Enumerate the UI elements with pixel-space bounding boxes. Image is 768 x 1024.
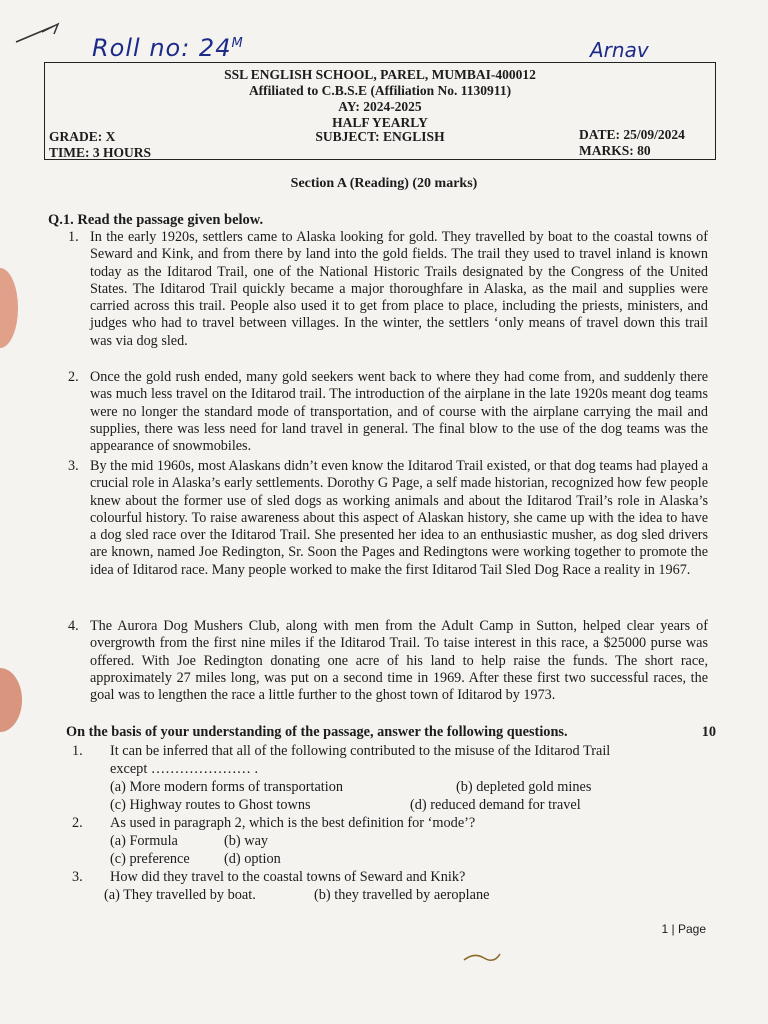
handwritten-roll-number: Roll no: $24^M$ (92, 34, 244, 62)
passage-paragraph-1: 1. In the early 1920s, settlers came to Alaska looking for gold. They travelled by boat to the coastal towns of Seward and Kink, and from there by land into the gold fields. The trail they used to travel inland is known today as the Iditarod Trail, one of the National Historic Trails designated by the Congress of the United States. The Iditarod Trail quickly became a major thoroughfare in Alaska, as the mail and supplies were carried across this trail. People also used it to get from place to place, including the priests, ministers, and judges who had to travel between villages. In the winter, the settlers ‘only means of travel down this trail was via dog sled. (68, 229, 708, 349)
question-3-text: How did they travel to the coastal towns of Seward and Knik? (110, 869, 466, 885)
question-2-option-a[interactable]: (a) Formula (110, 833, 178, 849)
question-2-option-c[interactable]: (c) preference (110, 851, 190, 867)
passage-paragraph-3: 3. By the mid 1960s, most Alaskans didn’t even know the Iditarod Trail existed, or that dog teams had played a crucial role in Alaska’s early settlements. Dorothy G Page, a self made historian, recognized how few people knew about the former use of sled dogs as working animals and about the Iditarod Trail’s role in Alaska’s colourful history. To raise awareness about this aspect of Alaskan history, she came up with the idea to have a dog sled race over the Iditarod Trail. She presented her idea to an enthusiastic musher, as dog sled drivers are known, named Joe Redington, Sr. Soon the Pages and Redingtons were working together to promote the idea of Iditarod race. Many people worked to make the first Iditarod Tail Sled Dog Race a reality in 1967. (68, 458, 708, 578)
school-name: SSL ENGLISH SCHOOL, PAREL, MUMBAI-400012 (224, 67, 536, 82)
question-1-option-c[interactable]: (c) Highway routes to Ghost towns (110, 797, 311, 813)
page-number: 1 | Page (661, 922, 706, 936)
finger-left-edge-bottom (0, 668, 22, 732)
question-2-text: As used in paragraph 2, which is the best definition for ‘mode’? (110, 815, 476, 831)
academic-year: AY: 2024-2025 (338, 99, 422, 114)
exam-header-box (44, 62, 716, 160)
grade-label: GRADE: X (49, 129, 116, 144)
question-2-option-d[interactable]: (d) option (224, 851, 281, 867)
question-1-option-b[interactable]: (b) depleted gold mines (456, 779, 592, 795)
question-1-text-cont: except ………………… . (110, 761, 259, 777)
question-2-option-b[interactable]: (b) way (224, 833, 269, 849)
question-2-number: 2. (72, 815, 83, 831)
handwritten-student-name: Arnav (590, 38, 649, 62)
section-title: Section A (Reading) (20 marks) (290, 176, 478, 191)
time-label: TIME: 3 HOURS (49, 145, 152, 160)
question-1-option-d[interactable]: (d) reduced demand for travel (410, 797, 581, 813)
instruction-marks: 10 (701, 724, 716, 740)
marks-label: MARKS: 80 (579, 143, 651, 158)
date-label: DATE: 25/09/2024 (579, 127, 685, 142)
question-heading: Q.1. Read the passage given below. (48, 212, 264, 228)
pen-scribble-mark (14, 22, 64, 46)
question-3-number: 3. (72, 869, 83, 885)
questions-instruction: On the basis of your understanding of the passage, answer the following questions. 10 (66, 724, 716, 740)
question-1-option-a[interactable]: (a) More modern forms of transportation (110, 779, 344, 795)
finger-left-edge-top (0, 268, 18, 348)
question-3-option-b[interactable]: (b) they travelled by aeroplane (314, 887, 490, 903)
subject-label: SUBJECT: ENGLISH (315, 129, 445, 144)
passage-paragraph-4: 4. The Aurora Dog Mushers Club, along with men from the Adult Camp in Sutton, helped clear years of overgrowth from the first nine miles if the Iditarod Trail. To taise interest in this race, a $25000 purse was offered. With Joe Redington donating one acre of his land to help raise the funds. The short race, approximately 27 miles long, was put on a second time in 1969. After these first two successful races, the goal was to lengthen the race a little further to the ghost town of Iditarod by 1973. (68, 618, 708, 704)
passage-paragraph-2: 2. Once the gold rush ended, many gold seekers went back to where they had come from, and suddenly there was much less travel on the Iditarod trail. The introduction of the airplane in the late 1920s meant dog teams were no longer the standard mode of transportation, and of course with the airplane carrying the mail and supplies, there was less need for land travel in general. The final blow to the use of the dog teams was the appearance of snowmobiles. (68, 369, 708, 455)
question-1-number: 1. (72, 743, 83, 759)
question-1-text: It can be inferred that all of the following contributed to the misuse of the Iditarod Trail (110, 743, 611, 759)
affiliation-line: Affiliated to C.B.S.E (Affiliation No. 1130911) (248, 83, 512, 98)
ink-mark (462, 950, 502, 964)
exam-name: HALF YEARLY (332, 115, 428, 130)
question-3-option-a[interactable]: (a) They travelled by boat. (104, 887, 256, 903)
